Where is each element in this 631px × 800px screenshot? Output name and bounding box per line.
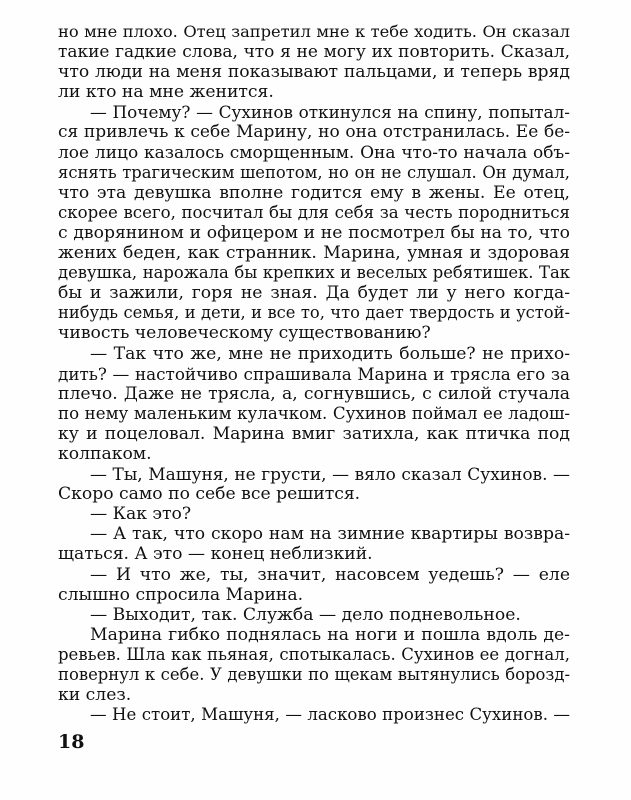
text-line: ревьев. Шла как пьяная, спотыкалась. Сухинов ее догнал, xyxy=(58,644,570,664)
text-line: — И что же, ты, значит, насовсем уедешь? — еле xyxy=(90,564,570,585)
text-line: жених беден, как странник. Марина, умная и здоровая xyxy=(58,243,570,264)
text-line: — Так что же, мне не приходить больше? не прихо- xyxy=(90,343,570,364)
body-text xyxy=(58,22,570,725)
text-line: Скоро само по себе все решится. xyxy=(58,484,361,505)
text-line: что эта девушка вполне годится ему в жены. Ее отец, xyxy=(58,182,570,203)
text-line: — Не стоит, Машуня, — ласково произнес Сухинов. — xyxy=(90,705,570,725)
text-line: ки слез. xyxy=(58,685,132,706)
text-line: лое лицо казалось сморщенным. Она что-то начала объ- xyxy=(58,142,570,163)
text-line: плечо. Даже не трясла, а, согнувшись, с силой стучала xyxy=(58,383,570,404)
text-line: слышно спросила Марина. xyxy=(58,584,304,605)
page-number: 18 xyxy=(58,731,85,753)
text-line: — Выходит, так. Служба — дело подневольное. xyxy=(90,604,521,625)
text-line: — Почему? — Сухинов откинулся на спину, попытал- xyxy=(90,102,570,123)
text-line: ли кто на мне женится. xyxy=(58,82,274,103)
text-line: девушка, нарожала бы крепких и веселых ребятишек. Так xyxy=(58,263,570,283)
text-line: Марина гибко поднялась на ноги и пошла вдоль де- xyxy=(90,624,570,645)
text-line: яснять трагическим шепотом, но он не слушал. Он думал, xyxy=(58,162,570,182)
text-line: колпаком. xyxy=(58,443,152,464)
text-line: — Ты, Машуня, не грусти, — вяло сказал Сухинов. — xyxy=(90,464,570,485)
text-line: что люди на меня показывают пальцами, и теперь вряд xyxy=(58,62,570,83)
text-line: нибудь семья, и дети, и все то, что дает твердость и устой- xyxy=(58,303,570,323)
text-line: дить? — настойчиво спрашивала Марина и трясла его за xyxy=(58,363,570,384)
text-line: но мне плохо. Отец запретил мне к тебе ходить. Он сказал xyxy=(58,22,570,41)
text-line: чивость человеческому существованию? xyxy=(58,323,431,344)
text-line: — А так, что скоро нам на зимние квартиры возвра- xyxy=(90,524,570,545)
text-line: ся привлечь к себе Марину, но она отстранилась. Ее бе- xyxy=(58,122,570,143)
text-line: повернул к себе. У девушки по щекам вытянулись борозд- xyxy=(58,665,570,684)
text-line: с дворянином и офицером и не посмотрел бы на то, что xyxy=(58,222,570,243)
text-line: — Как это? xyxy=(90,504,192,525)
text-line: по нему маленьким кулачком. Сухинов поймал ее ладош- xyxy=(58,403,570,423)
text-line: щаться. А это — конец неблизкий. xyxy=(58,544,373,565)
text-line: ку и поцеловал. Марина вмиг затихла, как птичка под xyxy=(58,423,570,444)
text-line: бы и зажили, горя не зная. Да будет ли у него когда- xyxy=(58,283,570,304)
text-line: скорее всего, посчитал бы для себя за честь породниться xyxy=(58,202,570,222)
text-line: такие гадкие слова, что я не могу их повторить. Сказал, xyxy=(58,42,570,63)
